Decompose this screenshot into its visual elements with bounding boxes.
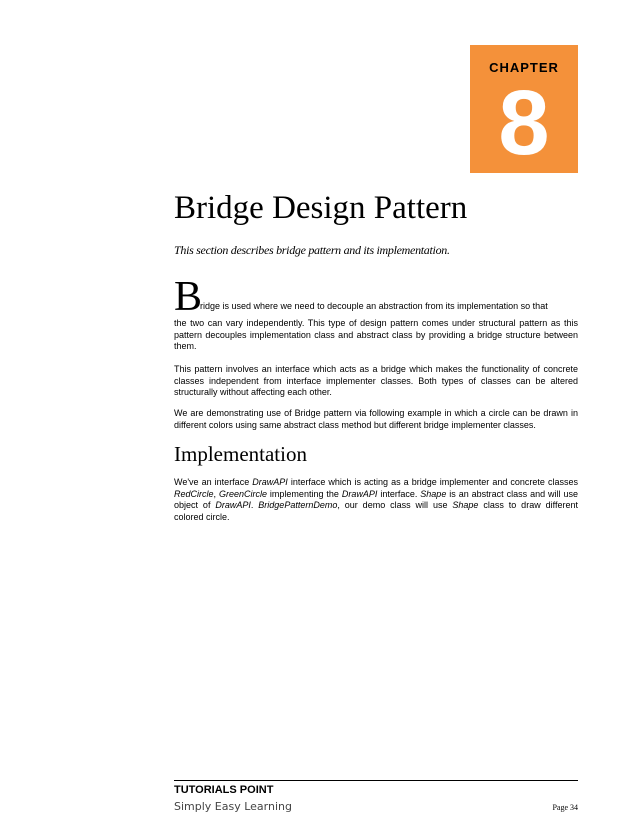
section-heading-implementation: Implementation — [174, 442, 307, 466]
paragraph-2: We are demonstrating use of Bridge pattern via following example in which a circle can be drawn in different colors using same abstract class method but different bridge implementer classes. — [174, 408, 578, 430]
implementation-paragraph: We've an interface DrawAPI interface which is acting as a bridge implementer and concrete classes RedCircle, GreenCircle implementing the DrawAPI interface. Shape is an abstract class and will use object of DrawAPI. BridgePatternDemo, our demo class will use Shape class to draw different colored circle. — [174, 477, 578, 522]
footer-tagline: Simply Easy Learning — [174, 800, 292, 813]
page-number: Page 34 — [552, 803, 578, 812]
page-subtitle: This section describes bridge pattern and its implementation. — [174, 243, 450, 257]
drop-cap: B — [174, 274, 203, 320]
paragraph-1: This pattern involves an interface which acts as a bridge which makes the functionality of concrete classes independent from interface implementer classes. Both types of classes can be altered structurally without affecting each other. — [174, 364, 578, 397]
chapter-number: 8 — [498, 72, 550, 174]
chapter-label: CHAPTER — [489, 60, 559, 75]
chapter-badge — [470, 45, 578, 173]
page-title: Bridge Design Pattern — [174, 190, 468, 226]
footer-divider — [174, 780, 578, 781]
intro-first-text: ridge is used where we need to decouple an abstraction from its implementation so that — [200, 301, 548, 311]
footer-brand: TUTORIALS POINT — [174, 784, 274, 796]
intro-first-line — [174, 274, 578, 320]
intro-paragraph: the two can vary independently. This type of design pattern comes under structural pattern as this pattern decouples implementation class and abstract class by providing a bridge structure between them. — [174, 318, 578, 351]
